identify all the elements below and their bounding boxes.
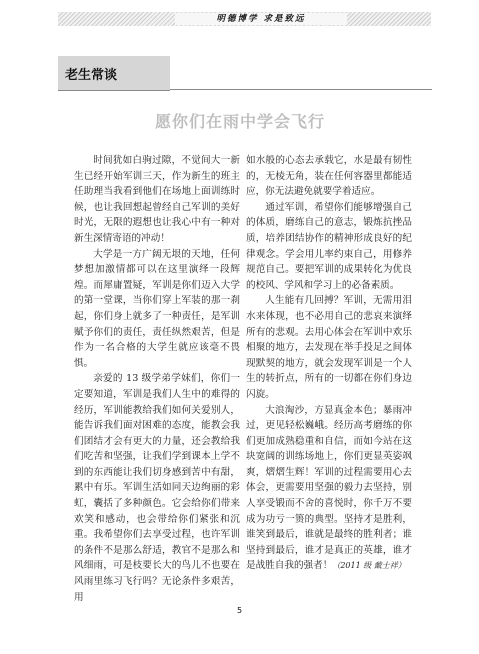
- article-column-left: [74, 153, 240, 605]
- paragraph: 通过军训，希望你们能够增强自己的体质，磨练自己的意志，锻炼抗挫品质，培养团结协作的精神形成良好的纪律观念。学会用儿率约束自己，用修养规范自己。要把军训的成果转化为优良的校风、学风和学习上的必备素质。: [246, 201, 412, 291]
- paragraph: 时间犹如白驹过隙，不觉间大一新生已经开始军训三天，作为新生的班主任助理当我看到他们在场地上面训练时候，也让我回想起曾经自己军训的美好时光，无限的遐想也让我心中有一种对新生深情寄语的冲动！: [74, 155, 240, 244]
- article-title: 愿你们在雨中学会飞行: [154, 112, 325, 131]
- paragraph: 大学是一方广阔无垠的天地，任何梦想加激情都可以在这里演绎一段辉煌。而犀庸置疑，军训是你们迈入大学的第一堂课，当你们穿上军装的那一刹起，你们身上就多了一种责任，是军训赋予你们的责任，责任纵然艰苦，但是作为一名合格的大学生就应该毫不畏惧。: [74, 248, 240, 369]
- article-column-right: [246, 153, 412, 574]
- page-number: 5: [236, 606, 243, 615]
- section-divider: [170, 89, 432, 90]
- paragraph: 如水般的心态去承载它，水是最有韧性的，无棱无角，装在任何容器里都能适应，你无法避免就要学着适应。: [246, 155, 412, 198]
- section-title: 老生常谈: [65, 68, 118, 83]
- paragraph: [246, 403, 412, 575]
- paragraph: 人生能有几回搏？军训，无需用泪水来体现，也不必用自己的悲哀来演绎所有的悲观。去用心体会在军训中欢乐相聚的地方，去发现在举手投足之间体现默契的地方，就会发现军训是一个人生的转折点，所有的一切都在你们身边闪旋。: [246, 295, 412, 400]
- paragraph: 亲爱的 13 级学弟学妹们，你们一定要知道，军训是我们人生中的难得的经历，军训能教给我们如何关爱别人，能告诉我们面对困难的态度，能教会我们团结才会有更大的力量，还会教给我们吃苦和坚强，让我们学到课本上学不到的东西能让我们切身感到苦中有甜，累中有乐。军训生活如同天边绚丽的彩虹，囊括了多种颜色。它会给你们带来欢笑和感动，也会带给你们紧张和沉重。我希望你们去享受过程，也许军训的条件不是那么舒适，教官不是那么和风细雨，可是枝要长大的鸟儿不也要在风雨里练习飞行吗？无论条件多艰苦，用: [74, 373, 240, 603]
- header-motto: 明德博学 求是致远: [175, 13, 347, 25]
- paragraph-text: 大浪淘沙，方显真金本色；暴雨冲过，更见轻松巍峨。经历高考磨练的你们更加成熟稳重和自信，而如今站在这块宽阔的训练场地上，你们更显英姿飒爽，熠熠生辉！军训的过程需要用心去体会，更需要用坚强的毅力去坚持，别人享受锻而不舍的喜悦时，你千万不要成为功亏一篑的典型。坚持才是胜利，谁笑到最后，谁就是最终的胜利者；谁坚持到最后，谁才是真正的英雄，谁才是战胜自我的强者！: [246, 404, 412, 572]
- author-signature: （2011 级 戴士祥）: [332, 561, 406, 571]
